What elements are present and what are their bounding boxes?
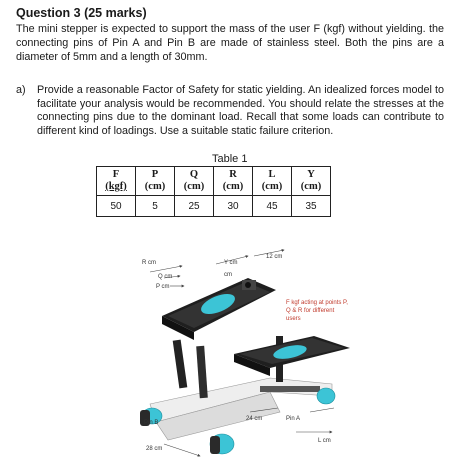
header-cell-p: P (cm) — [136, 167, 175, 196]
pivot-bracket — [242, 280, 256, 290]
part-a-label: a) — [16, 84, 26, 96]
value-cell-f: 50 — [97, 196, 136, 217]
header-cell-l: L (cm) — [253, 167, 292, 196]
question-intro: The mini stepper is expected to support the mass of the user F (kgf) without yielding. the connecting pins of Pin A and Pin B are made of stainless steel. Both the pins are a diameter of 5mm and a length of 30mm. — [16, 23, 444, 63]
question-title: Question 3 (25 marks) — [16, 6, 147, 20]
label-r: R cm — [142, 260, 156, 266]
label-p: P cm — [156, 284, 170, 290]
label-12cm: 12 cm — [266, 254, 283, 260]
force-note-line1: F kgf acting at points P, — [286, 300, 348, 306]
table-value-row — [97, 196, 331, 217]
parameters-table — [96, 166, 331, 217]
force-note-line3: users — [286, 316, 301, 322]
force-note-line2: Q & R for different — [286, 308, 335, 314]
left-pedal — [162, 278, 276, 340]
label-cm: cm — [224, 272, 232, 278]
stepper-figure — [120, 236, 370, 464]
header-cell-y: Y (cm) — [292, 167, 331, 196]
header-cell-q: Q (cm) — [175, 167, 214, 196]
label-l: L cm — [318, 438, 331, 444]
label-y: Y cm — [224, 260, 238, 266]
label-pin-a: Pin A — [286, 416, 301, 422]
right-pedal — [234, 336, 350, 376]
value-cell-r: 30 — [214, 196, 253, 217]
table-header-row — [97, 167, 331, 196]
value-cell-l: 45 — [253, 196, 292, 217]
table-caption: Table 1 — [212, 153, 248, 165]
label-pin-b: Pin B — [144, 420, 159, 426]
value-cell-q: 25 — [175, 196, 214, 217]
value-cell-y: 35 — [292, 196, 331, 217]
value-cell-p: 5 — [136, 196, 175, 217]
label-24cm: 24 cm — [246, 416, 263, 422]
header-cell-r: R (cm) — [214, 167, 253, 196]
label-q: Q cm — [158, 274, 173, 280]
header-cell-f: F (kgf) — [97, 167, 136, 196]
base-frame — [150, 378, 332, 440]
part-a-text: Provide a reasonable Factor of Safety for static yielding. An idealized forces model to facilitate your analysis would be recommended. You should relate the stresses at the connecting pins due to the dominant load. Recall that some loads can contribute to different kind of loadings. Use a suitable static failure criterion. — [37, 84, 444, 137]
foot-back-right — [317, 388, 335, 404]
label-28cm: 28 cm — [146, 446, 163, 452]
